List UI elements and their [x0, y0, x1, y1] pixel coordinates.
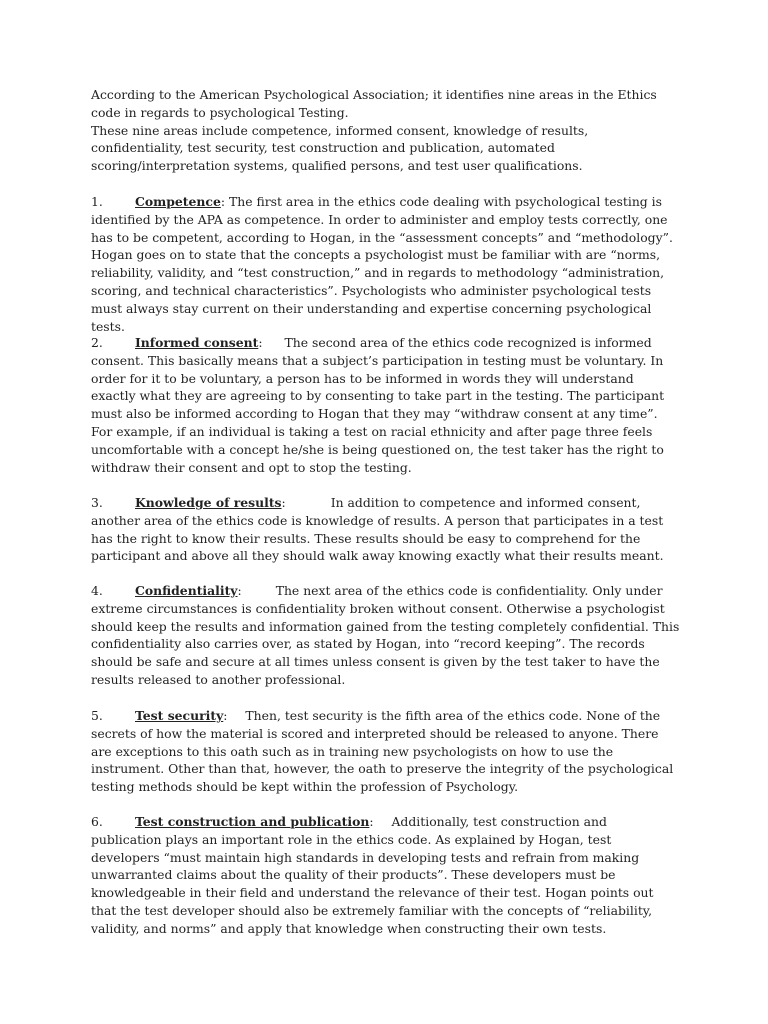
section-separator: : [220, 194, 226, 209]
section-separator: : [369, 814, 374, 829]
section-paragraph [91, 334, 681, 476]
section-competence [91, 193, 681, 335]
section-body: The second area of the ethics code recognized is informed consent. This basically means that a subject’s participation in testing must be voluntary. In order for it to be voluntary, a person has to be informed in words they will understand exactly what they are agreeing to by consenting to take part in the testing. The participant must also be informed according to Hogan that they may “withdraw consent at any time”. For example, if an individual is taking a test on racial ethnicity and after page three feels uncomfortable with a concept he/she is being questioned on, the test taker has the right to withdraw their consent and opt to stop the testing. [91, 335, 665, 475]
section-term: Test security [135, 708, 224, 723]
section-term: Confidentiality [135, 583, 238, 598]
section-body: In addition to competence and informed consent, another area of the ethics code is knowledge of results. A person that participates in a test has the right to know their results. These results should be easy to comprehend for the participant and above all they should walk away knowing exactly what their results meant. [91, 495, 664, 564]
section-body: The next area of the ethics code is confidentiality. Only under extreme circumstances is confidentiality broken without consent. Otherwise a psychologist should keep the results and information gained from the testing completely confidential. This confidentiality also carries over, as stated by Hogan, into “record keeping”. The records should be safe and secure at all times unless consent is given by the test taker to have the results released to another professional. [91, 583, 680, 687]
section-informed-consent [91, 334, 681, 476]
section-paragraph [91, 813, 681, 938]
section-term: Informed consent [135, 335, 259, 350]
section-number: 4. [91, 583, 103, 598]
section-knowledge-of-results [91, 494, 681, 565]
intro-line-1: According to the American Psychological Association; it identifies nine areas in the Ethics code in regards to psychological Testing. [91, 87, 657, 120]
section-test-construction [91, 813, 681, 938]
section-separator: : [281, 495, 286, 510]
section-separator: : [223, 708, 228, 723]
section-test-security [91, 707, 681, 796]
section-body: Then, test security is the fifth area of the ethics code. None of the secrets of how the material is scored and interpreted should be released to anyone. There are exceptions to this oath such as in training new psychologists on how to use the instrument. Other than that, however, the oath to preserve the integrity of the psychological testing methods should be kept within the profession of Psychology. [91, 708, 674, 795]
section-paragraph [91, 494, 681, 565]
section-body: The first area in the ethics code dealing with psychological testing is identified by the APA as competence. In order to administer and employ tests correctly, one has to be competent, according to Hogan, in the “assessment concepts” and “methodology”. Hogan goes on to state that the concepts a psychologist must be familiar with are “norms, reliability, validity, and “test construction,” and in regards to methodology “administration, scoring, and technical characteristics”. Psychologists who administer psychological tests must always stay current on their understanding and expertise concerning psychological tests. [91, 194, 673, 334]
section-paragraph [91, 707, 681, 796]
section-number: 2. [91, 335, 103, 350]
intro-line-2: These nine areas include competence, informed consent, knowledge of results, confidentiality, test security, test construction and publication, automated scoring/interpretation systems, qualified persons, and test user qualifications. [91, 122, 589, 174]
section-paragraph [91, 193, 681, 335]
section-number: 1. [91, 194, 103, 209]
section-separator: : [237, 583, 242, 598]
section-term: Knowledge of results [135, 495, 282, 510]
section-term: Competence [135, 194, 221, 209]
section-number: 3. [91, 495, 103, 510]
section-separator: : [258, 335, 263, 350]
intro-paragraph [91, 86, 681, 175]
section-paragraph [91, 582, 681, 689]
section-number: 5. [91, 708, 103, 723]
section-body: Additionally, test construction and publication plays an important role in the ethics code. As explained by Hogan, test developers “must maintain high standards in developing tests and refrain from making unwarranted claims about the quality of their products”. These developers must be knowledgeable in their field and understand the relevance of their test. Hogan points out that the test developer should also be extremely familiar with the concepts of “reliability, validity, and norms” and apply that knowledge when constructing their own tests. [91, 814, 654, 936]
section-number: 6. [91, 814, 103, 829]
section-term: Test construction and publication [135, 814, 370, 829]
section-confidentiality [91, 582, 681, 689]
